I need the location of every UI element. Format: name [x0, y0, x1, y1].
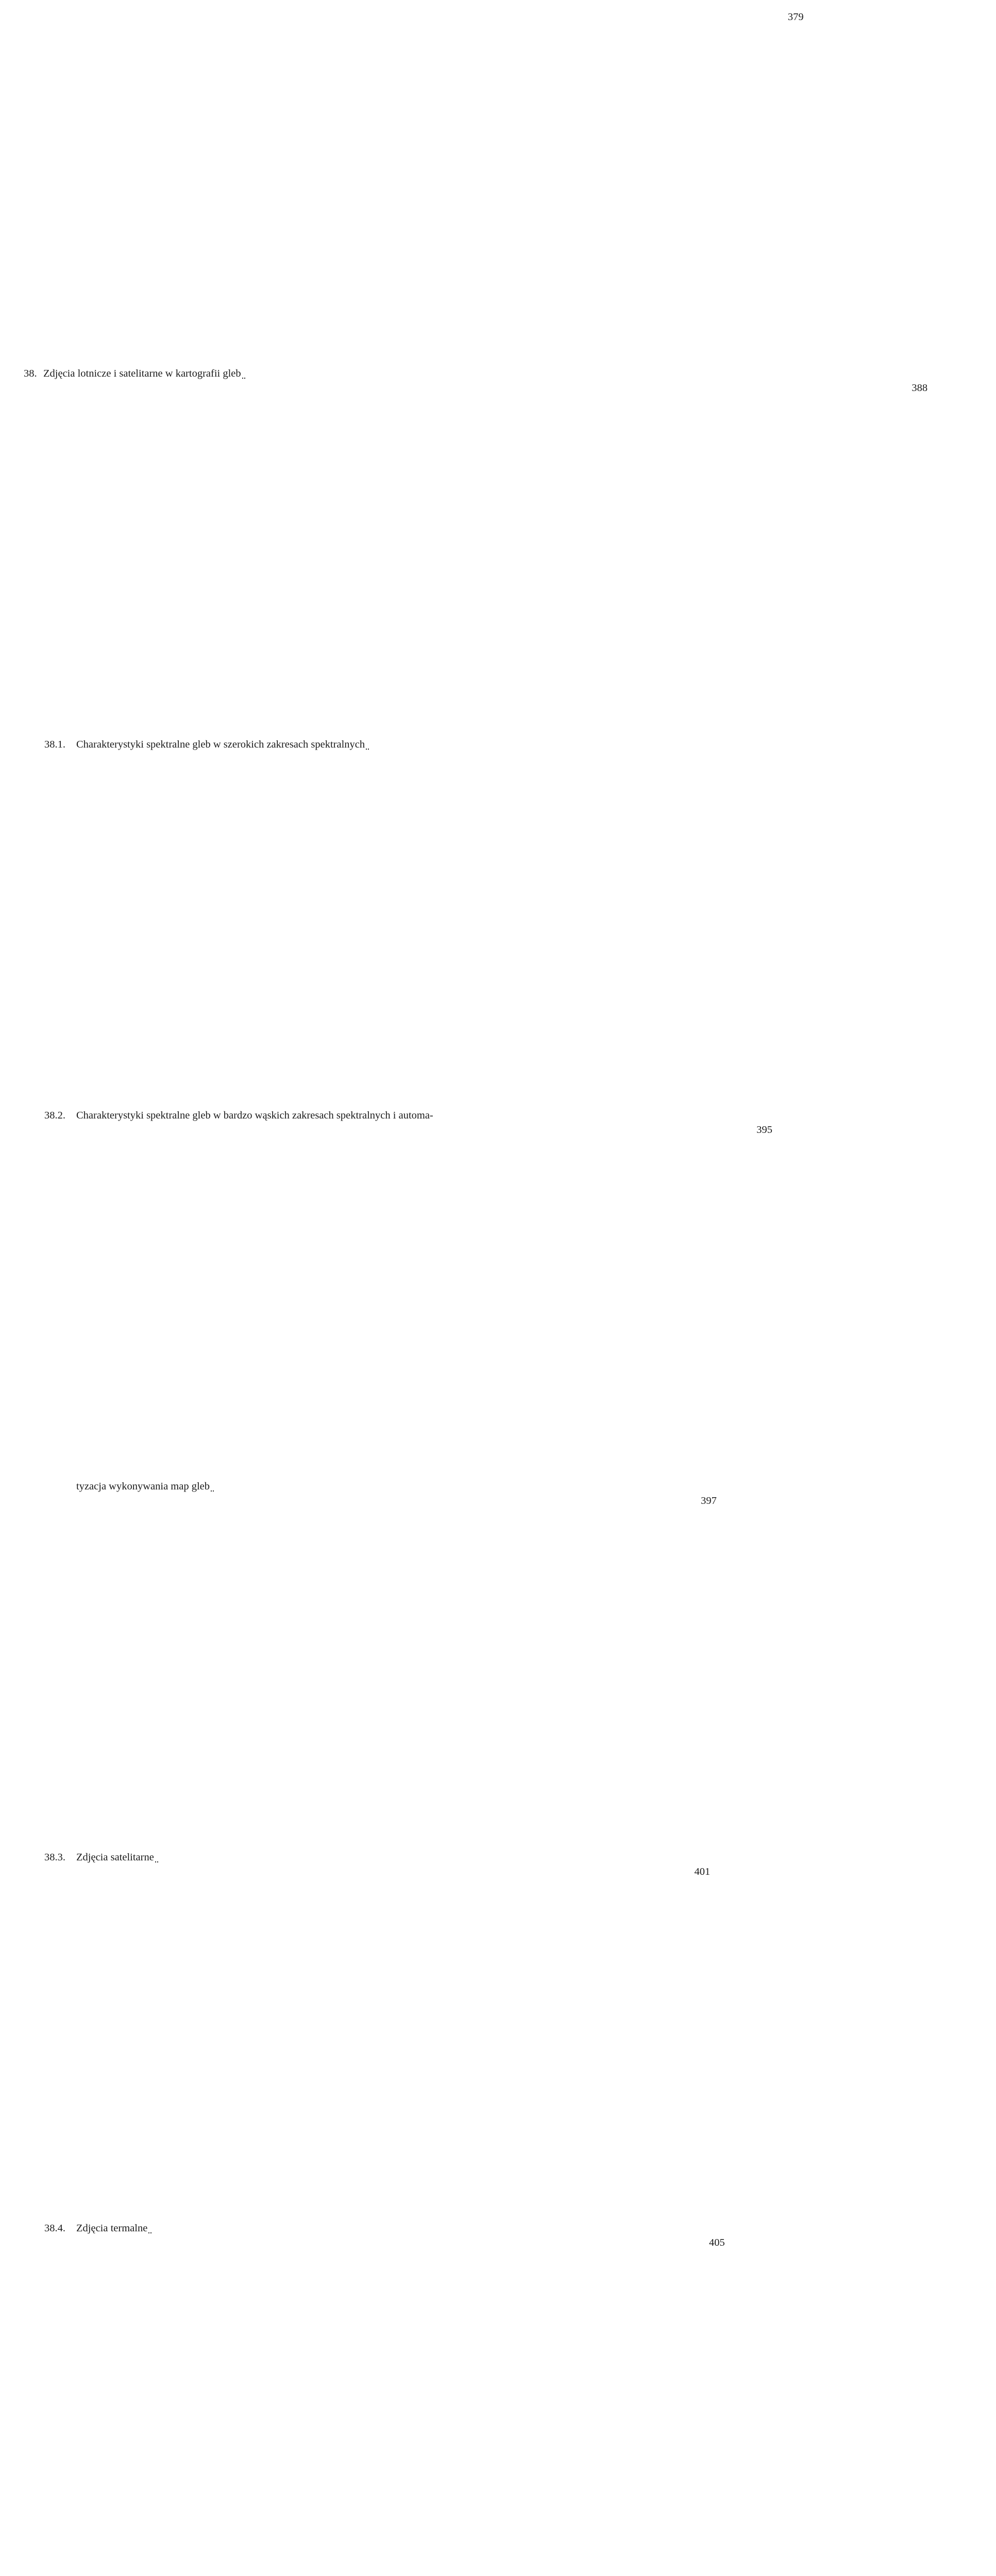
toc-entry-label: tyzacja wykonywania map gleb [76, 1481, 210, 1493]
toc-entry-page [438, 752, 996, 1123]
toc-entry-page: 379 [787, 11, 804, 23]
toc-entry[interactable] [24, 10, 804, 381]
toc-entry-number: 38. [24, 368, 37, 380]
dot-leader [211, 1490, 214, 1492]
toc-entry-label: Zdjęcia termalne [76, 2223, 148, 2234]
toc-entry-label: Zdjęcia satelitarne [76, 1852, 154, 1863]
toc-entry-page: 395 [756, 1124, 773, 1136]
toc-entry-number: 38.4. [44, 2223, 65, 2234]
toc-entry-continuation[interactable] [24, 1123, 773, 1494]
toc-entry-page: 405 [709, 2237, 725, 2248]
toc-entry-number: 38.1. [44, 739, 65, 751]
toc-entry-label: Zdjęcia lotnicze i satelitarne w kartografii gleb [43, 368, 241, 380]
dot-leader [155, 1861, 158, 1862]
dot-leader [366, 748, 369, 750]
toc-entry[interactable] [24, 2236, 725, 2576]
toc-entry[interactable] [24, 1865, 711, 2236]
toc-entry-label: Charakterystyki spektralne gleb w bardzo wąskich zakresach spektralnych i automa- [76, 1110, 433, 1122]
toc-entry-page: 401 [694, 1866, 711, 1877]
toc-entry-number: 38.2. [44, 1110, 65, 1122]
toc-entry[interactable] [24, 381, 928, 752]
toc-entry-page: 397 [701, 1495, 717, 1506]
toc-entry-label: Charakterystyki spektralne gleb w szerokich zakresach spektralnych [76, 739, 365, 751]
toc-entry[interactable] [24, 1494, 717, 1865]
toc-entry-page: 388 [911, 382, 928, 394]
dot-leader [148, 2232, 151, 2233]
toc-entry[interactable] [24, 752, 539, 1123]
table-of-contents [24, 10, 928, 2576]
dot-leader [434, 1120, 437, 1121]
toc-entry-number: 38.3. [44, 1852, 65, 1863]
dot-leader [242, 377, 245, 379]
